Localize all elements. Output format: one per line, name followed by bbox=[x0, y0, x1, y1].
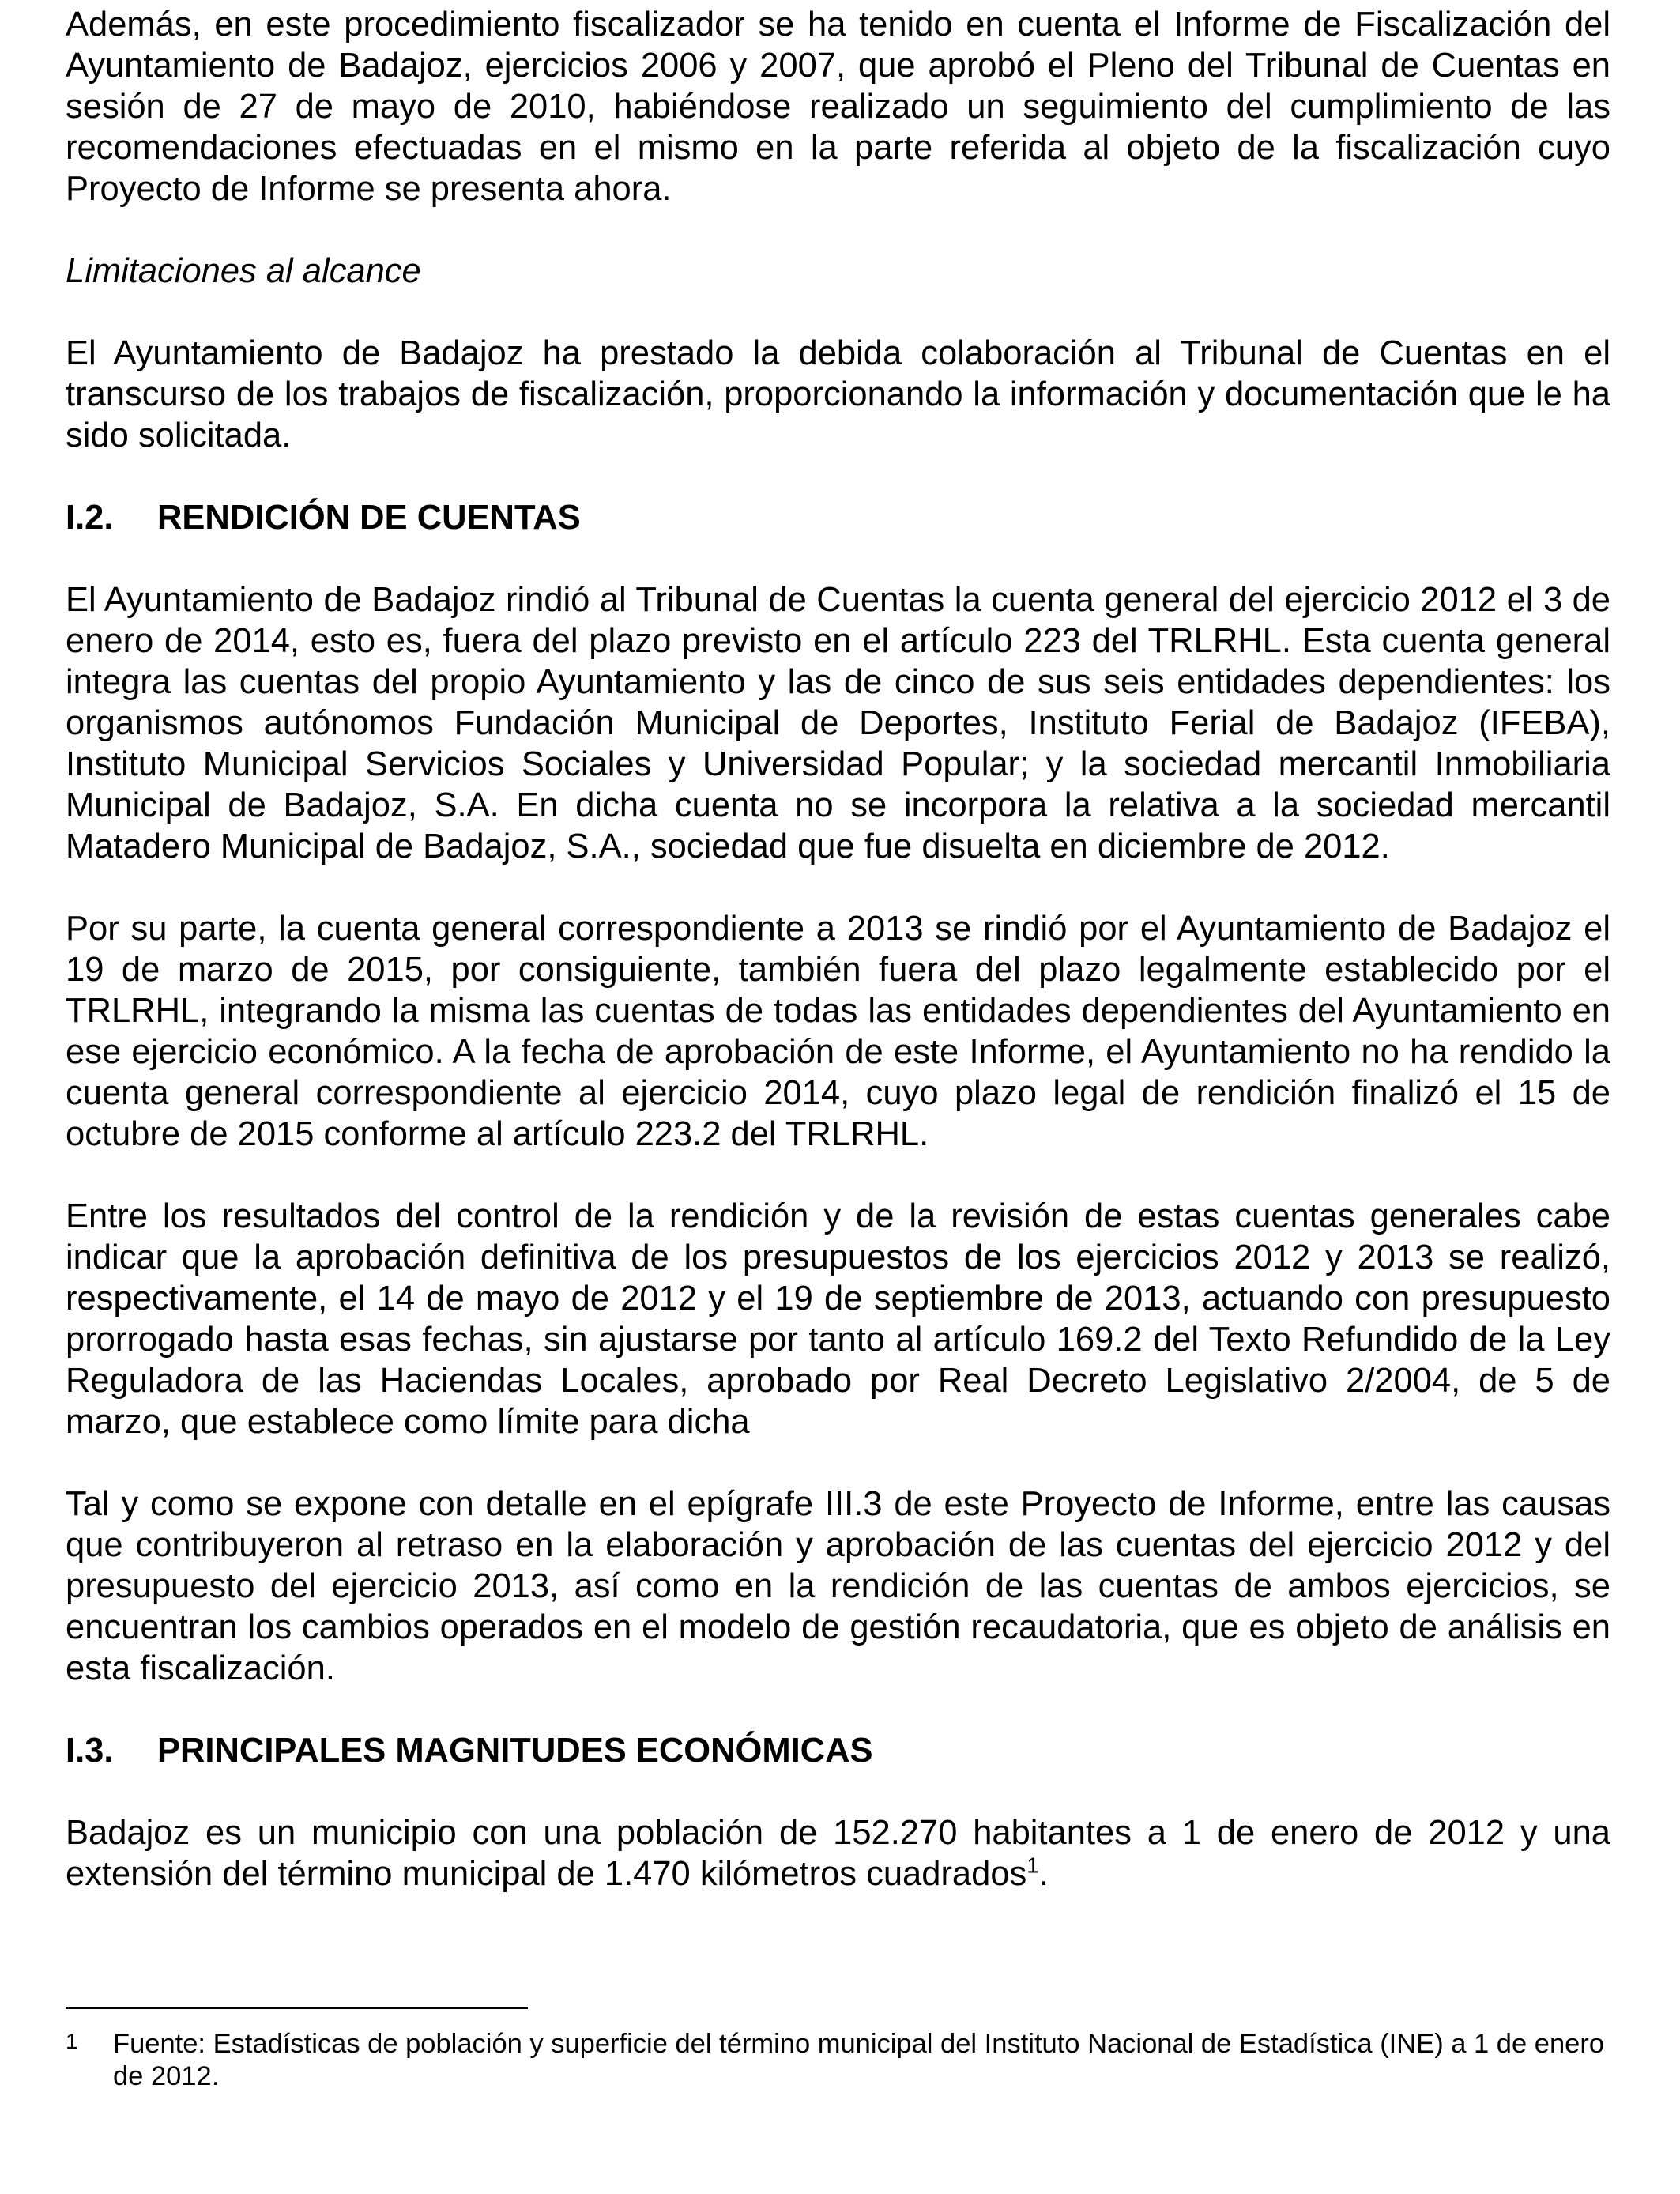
paragraph-informe-previo: Además, en este procedimiento fiscalizador se ha tenido en cuenta el Informe de Fiscalización del Ayuntamiento de Badajoz, ejercicios 2006 y 2007, que aprobó el Pleno del Tribunal de Cuentas en sesión de 27 de mayo de 2010, habiéndose realizado un seguimiento del cumplimiento de las recomendaciones efectuadas en el mismo en la parte referida al objeto de la fiscalización cuyo Proyecto de Informe se presenta ahora. bbox=[66, 6, 1610, 208]
paragraph-end: . bbox=[1038, 1855, 1049, 1893]
paragraph-causas-retraso: Tal y como se expone con detalle en el epígrafe III.3 de este Proyecto de Informe, entre las causas que contribuyeron al retraso en la elaboración y aprobación de las cuentas del ejercicio 2012 y del presupuesto del ejercicio 2013, así como en la rendición de las cuentas de ambos ejercicios, se encuentran los cambios operados en el modelo de gestión recaudatoria, que es objeto de análisis en esta fiscalización. bbox=[66, 1485, 1610, 1687]
subheading-limitaciones: Limitaciones al alcance bbox=[66, 252, 421, 290]
section-number: I.2. bbox=[66, 499, 114, 537]
paragraph-text: Badajoz es un municipio con una población de 152.270 habitantes a 1 de enero de 2012 y una extensión del término municipal de 1.470 kilómetros cuadrados bbox=[66, 1814, 1610, 1893]
paragraph-poblacion bbox=[66, 1812, 1610, 1894]
section-title: PRINCIPALES MAGNITUDES ECONÓMICAS bbox=[157, 1732, 873, 1770]
paragraph-cuenta-2013: Por su parte, la cuenta general correspondiente a 2013 se rindió por el Ayuntamiento de Badajoz el 19 de marzo de 2015, por consiguiente, también fuera del plazo legalmente establecido por el TRLRHL, integrando la misma las cuentas de todas las entidades dependientes del Ayuntamiento en ese ejercicio económico. A la fecha de aprobación de este Informe, el Ayuntamiento no ha rendido la cuenta general correspondiente al ejercicio 2014, cuyo plazo legal de rendición finalizó el 15 de octubre de 2015 conforme al artículo 223.2 del TRLRHL. bbox=[66, 910, 1610, 1153]
document-body bbox=[66, 0, 1610, 1894]
section-heading-rendicion bbox=[66, 497, 1610, 538]
paragraph-resultados-control: Entre los resultados del control de la rendición y de la revisión de estas cuentas generales cabe indicar que la aprobación definitiva de los presupuestos de los ejercicios 2012 y 2013 se realizó, respectivamente, el 14 de mayo de 2012 y el 19 de septiembre de 2013, actuando con presupuesto prorrogado hasta esas fechas, sin ajustarse por tanto al artículo 169.2 del Texto Refundido de la Ley Reguladora de las Haciendas Locales, aprobado por Real Decreto Legislativo 2/2004, de 5 de marzo, que establece como límite para dicha bbox=[66, 1197, 1610, 1441]
section-number: I.3. bbox=[66, 1732, 114, 1770]
footnote bbox=[66, 2028, 1610, 2093]
paragraph-cuenta-2012: El Ayuntamiento de Badajoz rindió al Tribunal de Cuentas la cuenta general del ejercicio 2012 el 3 de enero de 2014, esto es, fuera del plazo previsto en el artículo 223 del TRLRHL. Esta cuenta general integra las cuentas del propio Ayuntamiento y las de cinco de sus seis entidades dependientes: los organismos autónomos Fundación Municipal de Deportes, Instituto Ferial de Badajoz (IFEBA), Instituto Municipal Servicios Sociales y Universidad Popular; y la sociedad mercantil Inmobiliaria Municipal de Badajoz, S.A. En dicha cuenta no se incorpora la relativa a la sociedad mercantil Matadero Municipal de Badajoz, S.A., sociedad que fue disuelta en diciembre de 2012. bbox=[66, 581, 1610, 865]
footnote-reference[interactable]: 1 bbox=[1026, 1853, 1039, 1878]
section-heading-magnitudes bbox=[66, 1730, 1610, 1771]
paragraph-colaboracion: El Ayuntamiento de Badajoz ha prestado la debida colaboración al Tribunal de Cuentas en el transcurso de los trabajos de fiscalización, proporcionando la información y documentación que le ha sido solicitada. bbox=[66, 334, 1610, 454]
section-title: RENDICIÓN DE CUENTAS bbox=[157, 499, 581, 537]
footnote-number: 1 bbox=[66, 2029, 78, 2053]
footnote-text: Fuente: Estadísticas de población y superficie del término municipal del Instituto Nacional de Estadística (INE) a 1 de enero de 2012. bbox=[113, 2029, 1605, 2091]
footnote-separator bbox=[66, 2007, 528, 2009]
